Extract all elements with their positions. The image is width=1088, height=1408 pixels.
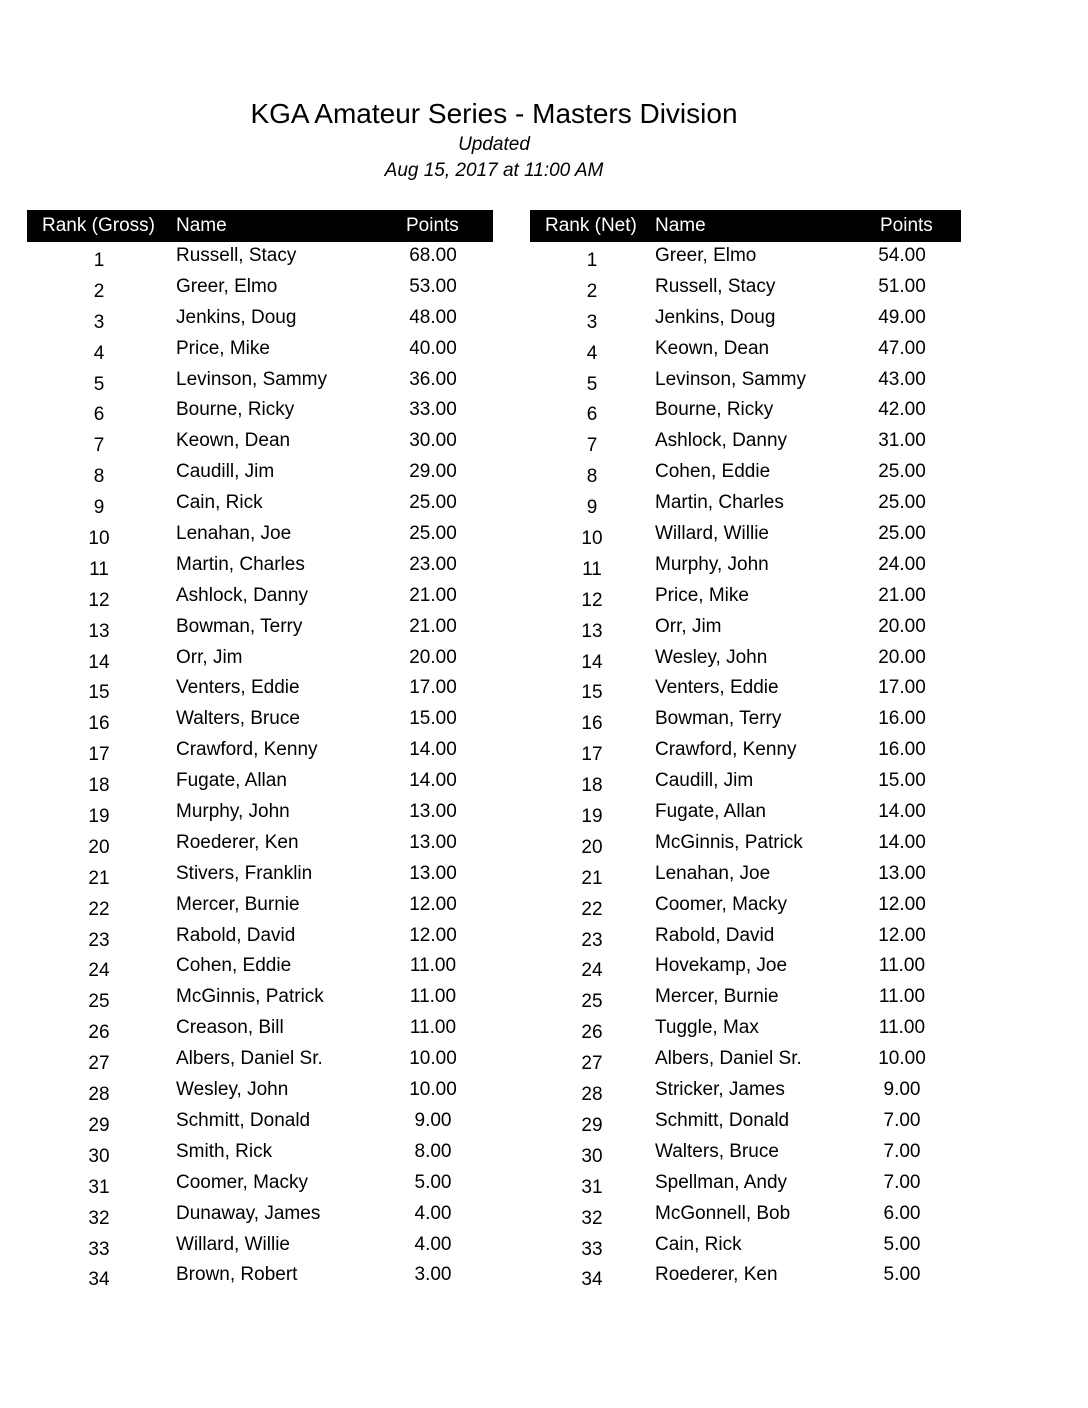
- table-row: [530, 1014, 961, 1045]
- points-cell: 14.00: [409, 739, 457, 761]
- name-cell: Willard, Willie: [176, 1233, 290, 1255]
- points-cell: 11.00: [409, 955, 457, 977]
- points-cell: 23.00: [409, 553, 457, 575]
- points-cell: 14.00: [878, 801, 926, 823]
- rank-cell: 12: [581, 589, 603, 611]
- table-row: [530, 335, 961, 366]
- points-cell: 11.00: [878, 1017, 926, 1039]
- points-cell: 9.00: [883, 1079, 921, 1101]
- table-row: [530, 273, 961, 304]
- rank-cell: 8: [93, 466, 105, 488]
- table-row: [530, 922, 961, 953]
- name-cell: Russell, Stacy: [655, 275, 776, 297]
- table-row: [27, 1261, 493, 1292]
- points-cell: 11.00: [409, 986, 457, 1008]
- table-row: [27, 582, 493, 613]
- name-cell: Spellman, Andy: [655, 1171, 788, 1193]
- rank-cell: 32: [88, 1207, 110, 1229]
- points-cell: 40.00: [409, 337, 457, 359]
- points-cell: 47.00: [878, 337, 926, 359]
- name-cell: Venters, Eddie: [176, 677, 300, 699]
- points-cell: 20.00: [878, 646, 926, 668]
- points-cell: 36.00: [409, 368, 457, 390]
- rank-cell: 20: [581, 836, 603, 858]
- points-cell: 48.00: [409, 306, 457, 328]
- column-header-name: Name: [655, 215, 706, 236]
- rank-cell: 20: [88, 836, 110, 858]
- table-row: [530, 891, 961, 922]
- rank-cell: 34: [581, 1269, 603, 1291]
- points-cell: 25.00: [878, 461, 926, 483]
- points-cell: 21.00: [409, 615, 457, 637]
- name-cell: Coomer, Macky: [655, 893, 787, 915]
- points-cell: 11.00: [878, 986, 926, 1008]
- table-row: [27, 860, 493, 891]
- points-cell: 4.00: [414, 1202, 452, 1224]
- name-cell: Fugate, Allan: [655, 801, 766, 823]
- points-cell: 5.00: [883, 1264, 921, 1286]
- name-cell: Levinson, Sammy: [655, 368, 807, 390]
- rank-cell: 22: [88, 898, 110, 920]
- table-row: [27, 427, 493, 458]
- rank-cell: 27: [88, 1053, 110, 1075]
- rank-cell: 11: [89, 558, 109, 580]
- table-row: [530, 1045, 961, 1076]
- name-cell: McGinnis, Patrick: [176, 986, 324, 1008]
- table-row: [27, 1076, 493, 1107]
- table-row: [27, 1107, 493, 1138]
- table-row: [530, 644, 961, 675]
- rank-cell: 25: [581, 991, 603, 1013]
- table-row: [27, 242, 493, 273]
- points-cell: 25.00: [409, 523, 457, 545]
- table-row: [27, 952, 493, 983]
- updated-label: Updated: [458, 134, 530, 155]
- rank-cell: 3: [93, 311, 105, 333]
- name-cell: Albers, Daniel Sr.: [655, 1048, 802, 1070]
- rank-cell: 25: [88, 991, 110, 1013]
- table-row: [530, 736, 961, 767]
- column-header-rank: Rank (Gross): [42, 215, 155, 236]
- page-title: KGA Amateur Series - Masters Division: [250, 98, 738, 129]
- table-row: [27, 798, 493, 829]
- points-cell: 15.00: [409, 708, 457, 730]
- points-cell: 13.00: [409, 801, 457, 823]
- rank-cell: 24: [581, 960, 603, 982]
- rank-cell: 18: [581, 775, 603, 797]
- points-cell: 16.00: [878, 708, 926, 730]
- points-cell: 3.00: [414, 1264, 452, 1286]
- name-cell: Keown, Dean: [655, 337, 770, 359]
- points-cell: 68.00: [409, 245, 457, 266]
- rank-cell: 32: [581, 1207, 603, 1229]
- table-body: [27, 242, 493, 1292]
- rank-cell: 1: [586, 250, 598, 271]
- table-row: [27, 644, 493, 675]
- points-cell: 11.00: [409, 1017, 457, 1039]
- name-cell: Caudill, Jim: [655, 770, 754, 792]
- table-row: [530, 427, 961, 458]
- rank-cell: 23: [88, 929, 110, 951]
- points-cell: 11.00: [878, 955, 926, 977]
- table-row: [530, 582, 961, 613]
- table-row: [530, 860, 961, 891]
- table-row: [530, 952, 961, 983]
- name-cell: Caudill, Jim: [176, 461, 275, 483]
- rank-cell: 15: [88, 682, 110, 704]
- table-row: [530, 1169, 961, 1200]
- name-cell: Orr, Jim: [176, 646, 243, 668]
- rank-cell: 26: [88, 1022, 110, 1044]
- name-cell: Murphy, John: [655, 553, 769, 575]
- table-row: [530, 829, 961, 860]
- rank-cell: 7: [586, 435, 598, 457]
- table-row: [27, 891, 493, 922]
- name-cell: Lenahan, Joe: [655, 862, 771, 884]
- points-cell: 25.00: [878, 492, 926, 514]
- table-row: [27, 551, 493, 582]
- name-cell: Tuggle, Max: [655, 1017, 759, 1039]
- column-header-name: Name: [176, 215, 227, 236]
- table-body: [530, 242, 961, 1292]
- table-row: [530, 520, 961, 551]
- points-cell: 20.00: [409, 646, 457, 668]
- table-row: [530, 1200, 961, 1231]
- table-header: [530, 210, 961, 242]
- rank-cell: 1: [93, 250, 105, 271]
- points-cell: 53.00: [409, 275, 457, 297]
- table-row: [530, 489, 961, 520]
- name-cell: Venters, Eddie: [655, 677, 779, 699]
- rank-cell: 31: [581, 1176, 603, 1198]
- rank-cell: 15: [581, 682, 603, 704]
- points-cell: 10.00: [409, 1079, 457, 1101]
- table-row: [27, 458, 493, 489]
- name-cell: Levinson, Sammy: [176, 368, 328, 390]
- points-cell: 14.00: [409, 770, 457, 792]
- name-cell: Bowman, Terry: [655, 708, 782, 730]
- rank-cell: 10: [88, 528, 110, 550]
- table-row: [27, 1200, 493, 1231]
- table-row: [27, 520, 493, 551]
- table-row: [530, 396, 961, 427]
- rank-cell: 14: [581, 651, 603, 673]
- rank-cell: 16: [581, 713, 603, 735]
- rank-cell: 34: [88, 1269, 110, 1291]
- table-row: [530, 767, 961, 798]
- rank-cell: 10: [581, 528, 603, 550]
- rank-cell: 24: [88, 960, 110, 982]
- name-cell: Schmitt, Donald: [176, 1109, 311, 1131]
- rank-cell: 2: [93, 280, 105, 302]
- name-cell: Willard, Willie: [655, 523, 769, 545]
- name-cell: Walters, Bruce: [176, 708, 300, 730]
- table-row: [27, 335, 493, 366]
- rank-cell: 28: [88, 1084, 110, 1106]
- points-cell: 15.00: [878, 770, 926, 792]
- name-cell: Jenkins, Doug: [655, 306, 776, 328]
- points-cell: 13.00: [409, 862, 457, 884]
- table-header: [27, 210, 493, 242]
- table-row: [530, 613, 961, 644]
- net-standings-table: [530, 210, 961, 1292]
- table-row: [27, 922, 493, 953]
- rank-cell: 7: [93, 435, 105, 457]
- rank-cell: 23: [581, 929, 603, 951]
- name-cell: Crawford, Kenny: [655, 739, 797, 761]
- rank-cell: 21: [581, 867, 603, 889]
- table-row: [27, 273, 493, 304]
- name-cell: McGinnis, Patrick: [655, 831, 803, 853]
- name-cell: Jenkins, Doug: [176, 306, 297, 328]
- points-cell: 25.00: [409, 492, 457, 514]
- table-row: [27, 1169, 493, 1200]
- points-cell: 12.00: [409, 924, 457, 946]
- table-row: [530, 242, 961, 273]
- rank-cell: 17: [88, 744, 110, 766]
- table-row: [27, 1045, 493, 1076]
- points-cell: 17.00: [878, 677, 926, 699]
- table-row: [530, 1107, 961, 1138]
- rank-cell: 26: [581, 1022, 603, 1044]
- name-cell: Creason, Bill: [176, 1017, 284, 1039]
- table-row: [27, 1231, 493, 1262]
- rank-cell: 27: [581, 1053, 603, 1075]
- name-cell: Cohen, Eddie: [176, 955, 292, 977]
- points-cell: 12.00: [878, 893, 926, 915]
- name-cell: Ashlock, Danny: [176, 584, 309, 606]
- column-header-rank: Rank (Net): [545, 215, 637, 236]
- points-cell: 21.00: [409, 584, 457, 606]
- points-cell: 51.00: [878, 275, 926, 297]
- table-row: [530, 1076, 961, 1107]
- rank-cell: 11: [582, 558, 602, 580]
- points-cell: 5.00: [883, 1233, 921, 1255]
- table-row: [530, 1261, 961, 1292]
- name-cell: Hovekamp, Joe: [655, 955, 788, 977]
- name-cell: Rabold, David: [176, 924, 296, 946]
- points-cell: 20.00: [878, 615, 926, 637]
- points-cell: 12.00: [878, 924, 926, 946]
- name-cell: Smith, Rick: [176, 1140, 273, 1162]
- points-cell: 33.00: [409, 399, 457, 421]
- table-row: [27, 983, 493, 1014]
- name-cell: Mercer, Burnie: [655, 986, 779, 1008]
- name-cell: Walters, Bruce: [655, 1140, 779, 1162]
- table-row: [27, 674, 493, 705]
- name-cell: Bourne, Ricky: [655, 399, 774, 421]
- points-cell: 9.00: [414, 1109, 452, 1131]
- table-row: [530, 366, 961, 397]
- table-row: [27, 767, 493, 798]
- points-cell: 24.00: [878, 553, 926, 575]
- rank-cell: 18: [88, 775, 110, 797]
- name-cell: Martin, Charles: [655, 492, 784, 514]
- rank-cell: 21: [88, 867, 110, 889]
- name-cell: Russell, Stacy: [176, 245, 297, 266]
- name-cell: Mercer, Burnie: [176, 893, 300, 915]
- table-row: [27, 396, 493, 427]
- rank-cell: 13: [88, 620, 110, 642]
- name-cell: Cain, Rick: [655, 1233, 742, 1255]
- points-cell: 54.00: [878, 245, 926, 266]
- rank-cell: 19: [581, 806, 603, 828]
- name-cell: Rabold, David: [655, 924, 775, 946]
- name-cell: Martin, Charles: [176, 553, 305, 575]
- table-row: [27, 736, 493, 767]
- table-row: [530, 705, 961, 736]
- rank-cell: 13: [581, 620, 603, 642]
- name-cell: Price, Mike: [655, 584, 749, 606]
- points-cell: 7.00: [883, 1109, 921, 1131]
- points-cell: 25.00: [878, 523, 926, 545]
- name-cell: Roederer, Ken: [176, 831, 299, 853]
- rank-cell: 31: [88, 1176, 110, 1198]
- name-cell: Wesley, John: [176, 1079, 289, 1101]
- points-cell: 10.00: [409, 1048, 457, 1070]
- name-cell: Schmitt, Donald: [655, 1109, 790, 1131]
- points-cell: 43.00: [878, 368, 926, 390]
- rank-cell: 14: [88, 651, 110, 673]
- rank-cell: 6: [586, 404, 598, 426]
- table-row: [530, 551, 961, 582]
- rank-cell: 5: [586, 373, 598, 395]
- name-cell: Brown, Robert: [176, 1264, 298, 1286]
- table-row: [530, 983, 961, 1014]
- column-header-points: Points: [880, 215, 933, 236]
- rank-cell: 9: [586, 497, 598, 519]
- points-cell: 6.00: [883, 1202, 921, 1224]
- points-cell: 12.00: [409, 893, 457, 915]
- rank-cell: 6: [93, 404, 105, 426]
- rank-cell: 2: [586, 280, 598, 302]
- rank-cell: 19: [88, 806, 110, 828]
- points-cell: 42.00: [878, 399, 926, 421]
- name-cell: Dunaway, James: [176, 1202, 321, 1224]
- table-row: [530, 458, 961, 489]
- points-cell: 29.00: [409, 461, 457, 483]
- name-cell: Murphy, John: [176, 801, 290, 823]
- name-cell: Orr, Jim: [655, 615, 722, 637]
- rank-cell: 29: [88, 1114, 110, 1136]
- rank-cell: 22: [581, 898, 603, 920]
- rank-cell: 30: [581, 1145, 603, 1167]
- rank-cell: 4: [586, 342, 598, 364]
- name-cell: Keown, Dean: [176, 430, 291, 452]
- points-cell: 7.00: [883, 1171, 921, 1193]
- column-header-points: Points: [406, 215, 459, 236]
- name-cell: Crawford, Kenny: [176, 739, 318, 761]
- updated-date: Aug 15, 2017 at 11:00 AM: [384, 160, 604, 181]
- table-row: [530, 674, 961, 705]
- table-row: [27, 489, 493, 520]
- points-cell: 31.00: [878, 430, 926, 452]
- name-cell: Lenahan, Joe: [176, 523, 292, 545]
- points-cell: 13.00: [878, 862, 926, 884]
- rank-cell: 30: [88, 1145, 110, 1167]
- rank-cell: 9: [93, 497, 105, 519]
- rank-cell: 28: [581, 1084, 603, 1106]
- name-cell: Wesley, John: [655, 646, 768, 668]
- points-cell: 30.00: [409, 430, 457, 452]
- points-cell: 4.00: [414, 1233, 452, 1255]
- name-cell: Fugate, Allan: [176, 770, 287, 792]
- rank-cell: 33: [581, 1238, 603, 1260]
- table-row: [27, 304, 493, 335]
- name-cell: Price, Mike: [176, 337, 270, 359]
- points-cell: 21.00: [878, 584, 926, 606]
- table-row: [27, 829, 493, 860]
- points-cell: 49.00: [878, 306, 926, 328]
- name-cell: Cain, Rick: [176, 492, 263, 514]
- name-cell: McGonnell, Bob: [655, 1202, 791, 1224]
- points-cell: 10.00: [878, 1048, 926, 1070]
- table-row: [27, 366, 493, 397]
- points-cell: 13.00: [409, 831, 457, 853]
- rank-cell: 3: [586, 311, 598, 333]
- rank-cell: 4: [93, 342, 105, 364]
- table-row: [27, 613, 493, 644]
- table-row: [530, 304, 961, 335]
- table-row: [530, 1138, 961, 1169]
- name-cell: Ashlock, Danny: [655, 430, 788, 452]
- name-cell: Greer, Elmo: [176, 275, 278, 297]
- name-cell: Roederer, Ken: [655, 1264, 778, 1286]
- points-cell: 5.00: [414, 1171, 452, 1193]
- table-row: [530, 798, 961, 829]
- name-cell: Albers, Daniel Sr.: [176, 1048, 323, 1070]
- rank-cell: 5: [93, 373, 105, 395]
- table-row: [530, 1231, 961, 1262]
- table-row: [27, 1014, 493, 1045]
- table-row: [27, 705, 493, 736]
- gross-standings-table: [27, 210, 493, 1292]
- name-cell: Stricker, James: [655, 1079, 785, 1101]
- table-row: [27, 1138, 493, 1169]
- name-cell: Coomer, Macky: [176, 1171, 308, 1193]
- rank-cell: 33: [88, 1238, 110, 1260]
- name-cell: Stivers, Franklin: [176, 862, 313, 884]
- name-cell: Bowman, Terry: [176, 615, 303, 637]
- rank-cell: 16: [88, 713, 110, 735]
- rank-cell: 12: [88, 589, 110, 611]
- points-cell: 17.00: [409, 677, 457, 699]
- points-cell: 14.00: [878, 831, 926, 853]
- name-cell: Cohen, Eddie: [655, 461, 771, 483]
- points-cell: 7.00: [883, 1140, 921, 1162]
- rank-cell: 8: [586, 466, 598, 488]
- rank-cell: 29: [581, 1114, 603, 1136]
- points-cell: 8.00: [414, 1140, 452, 1162]
- name-cell: Greer, Elmo: [655, 245, 757, 266]
- name-cell: Bourne, Ricky: [176, 399, 295, 421]
- rank-cell: 17: [581, 744, 603, 766]
- points-cell: 16.00: [878, 739, 926, 761]
